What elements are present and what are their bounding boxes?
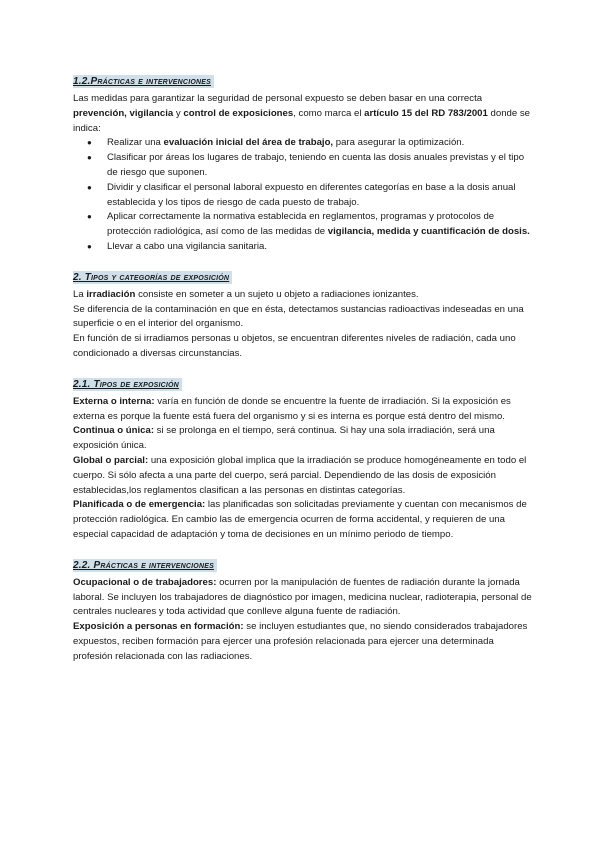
list-item: ● Dividir y clasificar el personal laboral expuesto en diferentes categorías en base a la dosis anual establecida y los tipos de riesgo de cada puesto de trabajo. (87, 181, 533, 211)
definition-entry: Exposición a personas en formación: se incluyen estudiantes que, no siendo considerados trabajadores expuestos, reciben formación para ejercer una profesión relacionada para ejercer una determinada profesión relacionada con las radiaciones. (73, 621, 528, 662)
list-item: ● Clasificar por áreas los lugares de trabajo, teniendo en cuenta las dosis anuales previstas y el tipo de riesgo que suponen. (87, 151, 533, 181)
definition-entry: Continua o única: si se prolonga en el tiempo, será continua. Si hay una sola irradiación, será una exposición única. (73, 425, 495, 452)
list-item: ● Aplicar correctamente la normativa establecida en reglamentos, programas y protocolos de protección radiológica, así como de las medidas de vigilancia, medida y cuantificación de dosis. (87, 210, 533, 240)
section-heading-practicas: 1.2.Prácticas e intervenciones (73, 74, 533, 90)
definition-entry: Global o parcial: una exposición global implica que la irradiación se produce homogéneamente en todo el cuerpo. Si sólo afecta a una parte del cuerpo, será parcial. Dependiendo de las dosis de exposición establecidas,los reglamentos clasifican a las personas en distintas categorías. (73, 454, 527, 496)
measures-list (73, 136, 533, 254)
definition-entry: Externa o interna: varía en función de donde se encuentre la fuente de irradiación. Si la exposición es externa es porque la fuente está fuera del organismo y si es interna es porque está dentro del mismo. (73, 395, 511, 422)
intro-paragraph: Las medidas para garantizar la seguridad de personal expuesto se deben basar en una correcta prevención, vigilancia y control de exposiciones, como marca el artículo 15 del RD 783/2001 donde se indica: (73, 93, 531, 134)
definition-entry: Planificada o de emergencia: las planificadas son solicitadas previamente y cuentan con mecanismos de protección radiológica. En cambio las de emergencia ocurren de forma accidental, y requieren de una especial capacidad de adaptación y toma de decisiones en un mínimo periodo de tiempo. (73, 499, 527, 540)
section-tipos-exposicion (73, 377, 533, 543)
section-heading-tipos-categorias: 2. Tipos y categorías de exposición (73, 270, 533, 286)
section-tipos-categorias (73, 270, 533, 362)
paragraph: La irradiación consiste en someter a un sujeto u objeto a radiaciones ionizantes. (73, 288, 419, 300)
paragraph: Se diferencia de la contaminación en que en ésta, detectamos sustancias radioactivas indeseadas en una superficie o en el interior del organismo. (73, 303, 524, 330)
section-practicas-intervenciones (73, 558, 533, 665)
paragraph: En función de si irradiamos personas u objetos, se encuentran diferentes niveles de radiación, cada uno condicionado a diversas circunstancias. (73, 333, 516, 359)
document-page (73, 74, 533, 665)
section-heading-tipos-exposicion: 2.1. Tipos de exposición (73, 377, 533, 393)
section-heading-practicas-intervenciones: 2.2. Prácticas e intervenciones (73, 558, 533, 574)
list-item: ● Realizar una evaluación inicial del área de trabajo, para asegurar la optimización. (87, 136, 533, 151)
list-item: ● Llevar a cabo una vigilancia sanitaria. (87, 240, 533, 255)
definition-entry: Ocupacional o de trabajadores: ocurren por la manipulación de fuentes de radiación durante la jornada laboral. Se incluyen los trabajadores de diagnóstico por imagen, medicina nuclear, radioterapia, personal de centrales nucleares y toda actividad que conlleve alguna fuente de radiación. (73, 576, 532, 618)
